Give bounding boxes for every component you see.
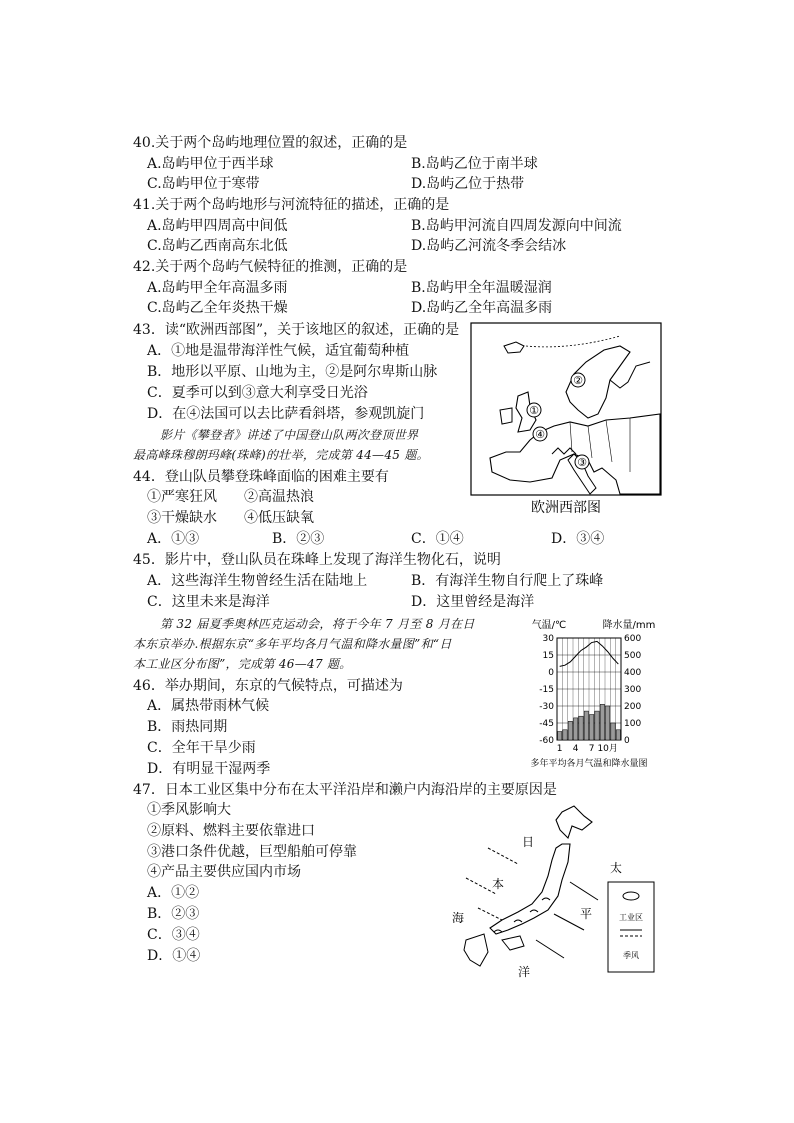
intro-46-line1: 第 32 届夏季奥林匹克运动会，将于今年 7 月至 8 月在日 xyxy=(160,617,475,631)
y-left-axis-label: 气温/℃ xyxy=(531,620,567,631)
q44-stem: 44．登山队员攀登珠峰面临的困难主要有 xyxy=(133,469,389,485)
q41-option-b: B.岛屿甲河流自四周发源向中间流 xyxy=(411,218,622,234)
q47-choice-3: ③港口条件优越，巨型船舶可停靠 xyxy=(147,844,357,860)
q44-option-a: A．①③ xyxy=(147,531,200,547)
precipitation-bar xyxy=(595,711,599,740)
q44-option-c: C．①④ xyxy=(411,531,464,547)
q43-stem: 43．读“欧洲西部图”，关于该地区的叙述，正确的是 xyxy=(133,322,460,338)
q40-stem: 40.关于两个岛屿地理位置的叙述，正确的是 xyxy=(133,135,408,151)
y-right-axis-label: 降水量/mm xyxy=(602,620,656,631)
q40-option-d: D.岛屿乙位于热带 xyxy=(411,176,525,192)
y-left-tick: -30 xyxy=(539,702,554,712)
q42-option-d: D.岛屿乙全年高温多雨 xyxy=(411,300,553,316)
y-left-tick: -60 xyxy=(539,736,554,746)
q41-stem: 41.关于两个岛屿地形与河流特征的描述，正确的是 xyxy=(133,197,450,213)
q46-option-b: B．雨热同期 xyxy=(147,719,228,735)
q47-choice-1: ①季风影响大 xyxy=(147,802,231,818)
q45-option-b: B．有海洋生物自行爬上了珠峰 xyxy=(411,573,604,589)
y-right-tick: 300 xyxy=(624,685,642,695)
y-right-tick: 500 xyxy=(624,651,642,661)
legend-monsoon-label: 季风 xyxy=(623,951,639,960)
precipitation-bar xyxy=(590,715,594,741)
precipitation-bar xyxy=(568,721,572,740)
q47-option-d: D．①④ xyxy=(147,948,201,964)
japan-map xyxy=(444,800,662,984)
q46-stem: 46．举办期间，东京的气候特点，可描述为 xyxy=(133,678,403,694)
q41-option-d: D.岛屿乙河流冬季会结冰 xyxy=(411,238,567,254)
q47-option-b: B．②③ xyxy=(147,906,200,922)
precipitation-bar xyxy=(611,723,615,740)
ireland-shape xyxy=(500,408,512,424)
q46-option-c: C．全年干旱少雨 xyxy=(147,740,256,756)
precipitation-bar xyxy=(579,716,583,740)
q47-option-c: C．③④ xyxy=(147,927,200,943)
q43-option-a: A．①地是温带海洋性气候，适宜葡萄种植 xyxy=(147,343,410,359)
y-right-tick: 600 xyxy=(624,634,642,644)
y-left-tick: 0 xyxy=(548,668,554,678)
precipitation-bar xyxy=(558,732,562,741)
q43-option-c: C．夏季可以到③意大利享受日光浴 xyxy=(147,385,368,401)
q44-option-b: B．②③ xyxy=(272,531,325,547)
y-left-tick: -45 xyxy=(539,719,554,729)
precipitation-bar xyxy=(584,711,588,740)
q47-option-a: A．①② xyxy=(147,885,200,901)
y-left-tick: -15 xyxy=(539,685,554,695)
y-right-tick: 0 xyxy=(624,736,630,746)
y-left-tick: 30 xyxy=(542,634,554,644)
label-hai: 海 xyxy=(452,911,465,925)
q42-option-a: A.岛屿甲全年高温多雨 xyxy=(147,280,288,296)
x-tick: 1 xyxy=(556,744,563,754)
y-right-tick: 200 xyxy=(624,702,642,712)
intro-46-line3: 本工业区分布图”，完成第 46—47 题。 xyxy=(133,657,352,671)
intro-44-line2: 最高峰珠穆朗玛峰(珠峰)的壮举，完成第 44—45 题。 xyxy=(133,448,429,462)
precipitation-bar xyxy=(600,704,604,740)
europe-map-caption: 欧洲西部图 xyxy=(531,500,601,516)
climate-chart-caption: 多年平均各月气温和降水量图 xyxy=(530,759,648,769)
q44-choice-4: ④低压缺氧 xyxy=(244,510,314,526)
x-tick: 7 xyxy=(588,744,595,754)
label-ben: 本 xyxy=(492,877,505,891)
intro-46-line2: 本东京举办.根据东京“多年平均各月气温和降水量图”和“日 xyxy=(133,637,452,651)
europe-map xyxy=(470,322,662,518)
q44-choice-1: ①严寒狂风 xyxy=(147,489,217,505)
x-tick: 10月 xyxy=(597,744,618,754)
precipitation-bar xyxy=(563,730,567,740)
q40-option-b: B.岛屿乙位于南半球 xyxy=(411,156,538,172)
intro-44-line1: 影片《攀登者》讲述了中国登山队两次登顶世界 xyxy=(160,428,419,442)
q45-option-d: D．这里曾经是海洋 xyxy=(411,594,535,610)
q44-choice-3: ③干燥缺水 xyxy=(147,510,217,526)
hokkaido-shape xyxy=(556,806,592,838)
q47-stem: 47．日本工业区集中分布在太平洋沿岸和濑户内海沿岸的主要原因是 xyxy=(133,782,557,798)
marker-2-label: ② xyxy=(573,374,583,387)
q45-stem: 45．影片中，登山队员在珠峰上发现了海洋生物化石，说明 xyxy=(133,552,501,568)
q44-choice-2: ②高温热浪 xyxy=(244,489,314,505)
y-right-tick: 400 xyxy=(624,668,642,678)
y-left-tick: 15 xyxy=(542,651,554,661)
label-ping: 平 xyxy=(580,907,593,921)
q41-option-c: C.岛屿乙西南高东北低 xyxy=(147,238,288,254)
q46-option-a: A．属热带雨林气候 xyxy=(147,698,270,714)
q40-option-a: A.岛屿甲位于西半球 xyxy=(147,156,274,172)
marker-3-label: ③ xyxy=(577,456,587,469)
q45-option-c: C．这里未来是海洋 xyxy=(147,594,270,610)
q42-option-b: B.岛屿甲全年温暖湿润 xyxy=(411,280,552,296)
q47-choice-4: ④产品主要供应国内市场 xyxy=(147,864,301,880)
label-tai: 太 xyxy=(610,861,623,875)
marker-4-label: ④ xyxy=(535,428,545,441)
q40-option-c: C.岛屿甲位于寒带 xyxy=(147,176,260,192)
q46-option-d: D．有明显干湿两季 xyxy=(147,761,271,777)
q45-option-a: A．这些海洋生物曾经生活在陆地上 xyxy=(147,573,368,589)
marker-1-label: ① xyxy=(529,404,539,417)
label-yang: 洋 xyxy=(518,965,531,979)
q42-option-c: C.岛屿乙全年炎热干燥 xyxy=(147,300,288,316)
q47-choice-2: ②原料、燃料主要依靠进口 xyxy=(147,823,315,839)
x-tick: 4 xyxy=(572,744,579,754)
q41-option-a: A.岛屿甲四周高中间低 xyxy=(147,218,288,234)
kyushu-shape xyxy=(464,934,488,966)
precipitation-bar xyxy=(606,706,610,740)
q43-option-b: B．地形以平原、山地为主，②是阿尔卑斯山脉 xyxy=(147,364,438,380)
legend-industry-symbol xyxy=(623,892,639,900)
q44-option-d: D．③④ xyxy=(551,531,605,547)
precipitation-bar xyxy=(574,718,578,740)
climate-chart xyxy=(517,616,667,770)
q42-stem: 42.关于两个岛屿气候特征的推测，正确的是 xyxy=(133,259,408,275)
precipitation-bar xyxy=(616,730,620,740)
legend-industry-label: 工业区 xyxy=(619,913,643,922)
shikoku-shape xyxy=(502,936,524,950)
q43-option-d: D．在④法国可以去比萨看斜塔，参观凯旋门 xyxy=(147,406,425,422)
label-ri: 日 xyxy=(522,835,535,849)
y-right-tick: 100 xyxy=(624,719,642,729)
